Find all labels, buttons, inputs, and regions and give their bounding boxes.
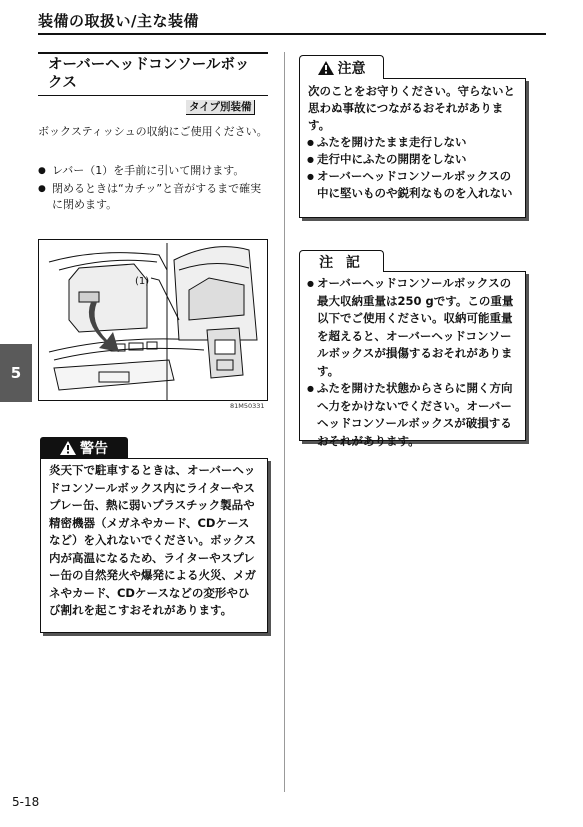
instruction-list — [38, 163, 270, 215]
caution-label-text: 注意 — [337, 60, 366, 77]
caution-intro: 次のことをお守りください。守らないと思わぬ事故につながるおそれがあります。 — [308, 84, 515, 132]
warning-text: 炎天下で駐車するときは、オーバーヘッドコンソールボックス内にライターやスプレー缶、熱に弱いプラスチック製品や精密機器（メガネやカード、CDケースなど）を入れないでください。ボックス内が高温になるため、ライターやスプレー缶の自然発火や爆発による火災、メガネやカード、CDケースなどの変形やひび割れを起こすおそれがあります。 — [49, 463, 256, 617]
type-tag: タイプ別装備 — [186, 100, 255, 115]
warning-box — [40, 458, 268, 633]
console-illustration — [38, 239, 268, 401]
warning-label — [40, 437, 128, 459]
instruction-item: ● レバー（1）を手前に引いて開けます。 — [38, 163, 270, 179]
note-box — [299, 271, 526, 448]
note-label: 注 記 — [299, 250, 384, 272]
figure-code: 81M50331 — [230, 402, 265, 410]
column-divider — [284, 52, 285, 792]
warning-triangle-icon — [60, 441, 76, 455]
page-number: 5-18 — [12, 795, 40, 809]
section-intro: ボックスティッシュの収納にご使用ください。 — [38, 125, 268, 138]
note-list — [308, 275, 517, 450]
section-title: オーバーヘッドコンソールボックス — [48, 57, 250, 91]
section-underline — [38, 95, 268, 96]
caution-label — [299, 55, 384, 79]
caution-item: ● ふたを開けたまま走行しない — [308, 134, 517, 151]
caution-box — [299, 78, 526, 218]
console-drawing — [39, 240, 268, 401]
instruction-item: ● 閉めるときは“カチッ”と音がするまで確実に閉めます。 — [38, 181, 270, 213]
page-header-title: 装備の取扱い/主な装備 — [38, 12, 199, 30]
note-item: ● オーバーヘッドコンソールボックスの最大収納重量は250 gです。この重量以下でご使用ください。収納可能重量を超えると、オーバーヘッドコンソールボックスが損傷するおそれがあります。 — [308, 275, 517, 380]
chapter-tab: 5 — [0, 344, 32, 402]
lever-callout: (1) — [135, 276, 150, 287]
note-item: ● ふたを開けた状態からさらに開く方向へ力をかけないでください。オーバーヘッドコンソールボックスが破損するおそれがあります。 — [308, 380, 517, 450]
caution-item: ● オーバーヘッドコンソールボックスの中に堅いものや鋭利なものを入れない — [308, 168, 517, 202]
caution-item: ● 走行中にふたの開閉をしない — [308, 151, 517, 168]
warning-label-text: 警告 — [80, 441, 108, 457]
caution-list — [308, 134, 517, 202]
header-rule — [38, 33, 546, 35]
section-top-rule — [38, 52, 268, 54]
caution-triangle-icon — [318, 61, 334, 75]
